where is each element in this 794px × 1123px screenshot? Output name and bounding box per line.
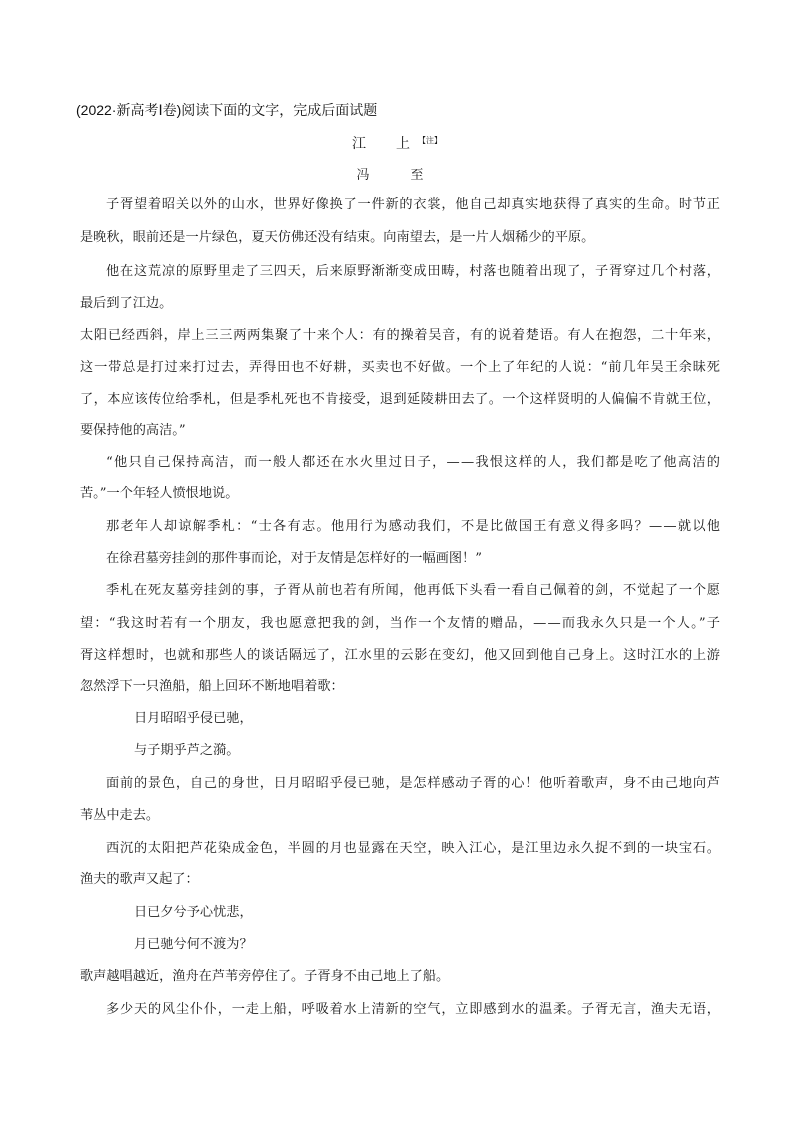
- text-line: 歌声越唱越近，渔舟在芦苇旁停住了。子胥身不由己地上了船。: [80, 969, 450, 984]
- verse-line: 日已夕兮予心忧悲，: [134, 905, 253, 920]
- text-line: 西沉的太阳把芦花染成金色，半圆的月也显露在天空，映入江心，是江里边永久捉不到的一块宝石。: [106, 841, 721, 856]
- text-line: 最后到了江边。: [80, 296, 173, 311]
- article-author: 冯 至: [356, 168, 438, 183]
- text-line: 胥这样想时，也就和那些人的谈话隔远了，江水里的云影在变幻，他又回到他自己身上。这时江水的上游: [80, 648, 721, 663]
- text-line: 苦。”一个年轻人愤恨地说。: [80, 486, 239, 501]
- text-line: 在徐君墓旁挂剑的那件事而论，对于友情是怎样好的一幅画图！”: [106, 551, 482, 566]
- text-line: 那老年人却谅解季札：“士各有志。他用行为感动我们，不是比做国王有意义得多吗？——就以他: [106, 519, 722, 534]
- article-title: [0, 133, 794, 153]
- verse-line: 日月昭昭乎侵已驰，: [134, 711, 253, 726]
- verse-line: 与子期乎芦之漪。: [134, 743, 240, 758]
- text-line: 渔夫的歌声又起了：: [80, 872, 199, 887]
- text-line: 了，本应该传位给季札，但是季札死也不肯接受，退到延陵耕田去了。一个这样贤明的人偏偏不肯就王位，: [80, 392, 721, 407]
- question-header: (2022·新高考Ⅰ卷)阅读下面的文字，完成后面试题: [76, 102, 378, 118]
- text-line: “他只自己保持高洁，而一般人都还在水火里过日子，——我恨这样的人，我们都是吃了他高洁的: [106, 455, 722, 470]
- text-line: 太阳已经西斜，岸上三三两两集聚了十来个人：有的操着吴音，有的说着楚语。有人在抱怨，二十年来，: [80, 328, 721, 343]
- text-line: 是晚秋，眼前还是一片绿色，夏天仿佛还没有结束。向南望去，是一片人烟稀少的平原。: [80, 230, 595, 245]
- text-line: 多少天的风尘仆仆，一走上船，呼吸着水上清新的空气，立即感到水的温柔。子胥无言，渔夫无语，: [106, 1002, 721, 1017]
- text-line: 子胥望着昭关以外的山水，世界好像换了一件新的衣裳，他自己却真实地获得了真实的生命。时节正: [106, 197, 721, 212]
- text-line: 季札在死友墓旁挂剑的事，子胥从前也若有所闻，他再低下头看一看自己佩着的剑，不觉起了一个愿: [106, 583, 721, 598]
- title-text: 江 上: [352, 136, 418, 152]
- verse-line: 月已驰兮何不渡为？: [134, 937, 253, 952]
- text-line: 望：“我这时若有一个朋友，我也愿意把我的剑，当作一个友情的赠品，——而我永久只是一个人。”子: [80, 616, 722, 631]
- title-note: 【注】: [418, 136, 442, 145]
- text-line: 苇丛中走去。: [80, 808, 160, 823]
- text-line: 要保持他的高洁。”: [80, 423, 186, 438]
- text-line: 他在这荒凉的原野里走了三四天，后来原野渐渐变成田畴，村落也随着出现了，子胥穿过几个村落，: [106, 264, 721, 279]
- text-line: 这一带总是打过来打过去，弄得田也不好耕，买卖也不好做。一个上了年纪的人说：“前几年吴王余昧死: [80, 360, 721, 375]
- text-line: 忽然浮下一只渔船，船上回环不断地唱着歌：: [80, 679, 344, 694]
- text-line: 面前的景色，自己的身世，日月昭昭乎侵已驰，是怎样感动子胥的心！他听着歌声，身不由己地向芦: [106, 776, 721, 791]
